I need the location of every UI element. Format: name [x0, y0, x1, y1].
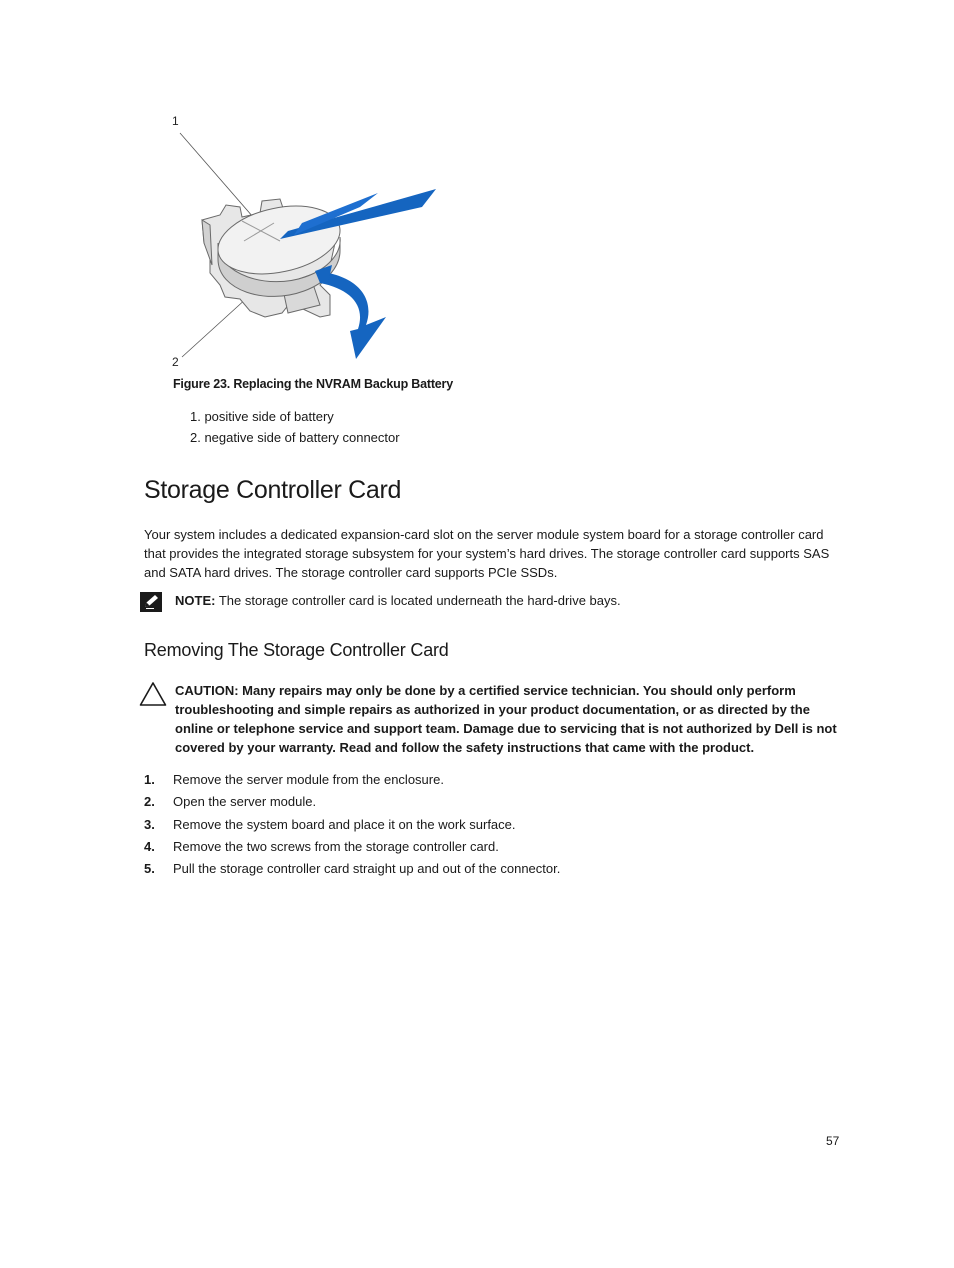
callout-1: 1 [172, 114, 179, 128]
step-number: 2. [144, 794, 155, 810]
intro-paragraph: Your system includes a dedicated expansion-card slot on the server module system board for a storage controller card that provides the integrated storage subsystem for your system’s hard drives. The storage controller card supports SAS and SATA hard drives. The storage controller card supports PCIe SSDs. [144, 527, 830, 580]
step-number: 4. [144, 838, 155, 854]
callout-1-leader [180, 133, 260, 225]
step-text: Remove the system board and place it on the work surface. [173, 816, 516, 832]
subsection-title: Removing The Storage Controller Card [144, 640, 449, 660]
figure-legend [190, 409, 400, 451]
page-number: 57 [826, 1134, 840, 1148]
step-item [144, 860, 560, 882]
step-item [144, 816, 560, 838]
note-text [175, 592, 621, 610]
note-label: NOTE: [175, 593, 216, 608]
step-number: 3. [144, 816, 155, 832]
callout-2-leader [182, 297, 248, 357]
note-body: The storage controller card is located underneath the hard-drive bays. [215, 593, 621, 608]
caution-text: CAUTION: Many repairs may only be done by a certified service technician. You should only perform troubleshooting and simple repairs as authorized in your product documentation, or as directed by the online or telephone service and support team. Damage due to servicing that is not authorized by Dell is not covered by your warranty. Read and follow the safety instructions that came with the product. [175, 683, 837, 755]
section-title: Storage Controller Card [144, 476, 402, 504]
step-item [144, 771, 560, 793]
step-text: Remove the server module from the enclosure. [173, 772, 444, 787]
pencil-note-icon [140, 592, 162, 612]
callout-2: 2 [172, 355, 179, 369]
step-text: Pull the storage controller card straight up and out of the connector. [173, 861, 561, 877]
step-text: Open the server module. [173, 794, 317, 810]
legend-item: 1. positive side of battery [190, 409, 334, 424]
legend-item: 2. negative side of battery connector [190, 430, 400, 445]
step-number: 5. [144, 861, 155, 877]
step-text: Remove the two screws from the storage controller card. [173, 838, 499, 854]
warning-triangle-icon [139, 681, 167, 707]
battery-replacement-illustration [170, 125, 450, 365]
step-item [144, 838, 560, 860]
step-number: 1. [144, 772, 155, 787]
step-item [144, 793, 560, 815]
figure-caption: Figure 23. Replacing the NVRAM Backup Battery [173, 377, 453, 391]
removal-steps [144, 771, 560, 882]
